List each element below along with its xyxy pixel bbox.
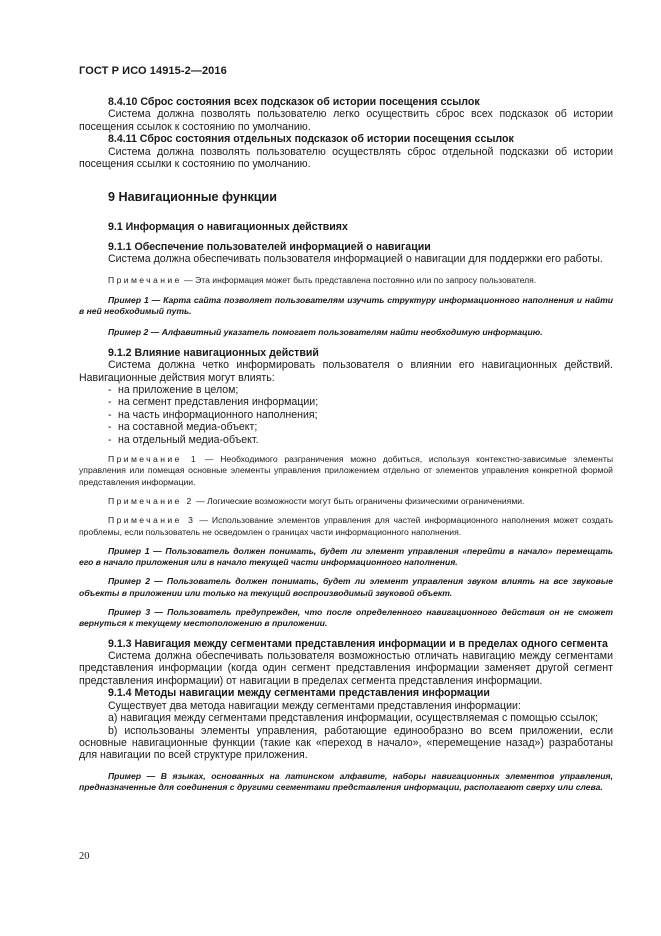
note-2-9-1-2 [79,496,613,507]
example-9-1-4: Пример — В языках, основанных на латинском алфавите, наборы навигационных элементов управления, предназначенные для соединения с другими сегментами представления информации, располагают сверху или слева. [79,770,613,793]
note-label: Примечание 3 [108,515,196,526]
section-body-8-4-10: Система должна позволять пользователю легко осуществить сброс всех подсказок об истории посещения ссылок к состоянию по умолчанию. [79,108,613,133]
section-body-8-4-11: Система должна позволять пользователю осуществлять сброс отдельной подсказки об истории посещения ссылки к состоянию по умолчанию. [79,145,613,171]
chapter-heading-9: 9 Навигационные функции [108,190,277,205]
example-2-9-1-2: Пример 2 — Пользователь должен понимать, будет ли элемент управления звуком влиять на все звуковые объекты в приложении или только на текущий воспроизводимый звуковой объект. [79,576,613,598]
example-3-9-1-2: Пример 3 — Пользователь предупрежден, что после определенного навигационного действия он не сможет вернуться к текущему местоположению в приложении. [79,607,613,629]
page-number: 20 [79,851,90,862]
section-heading-9-1-1: 9.1.1 Обеспечение пользователей информацией о навигации [108,240,431,253]
note-9-1-1 [79,275,613,286]
section-body-9-1-1: Система должна обеспечивать пользователя информацией о навигации для поддержки его работы. [108,253,603,266]
method-b: b) использованы элементы управления, работающие единообразно во всем приложении, если основные навигационные функции (такие как «переход в начало», «перемещение назад») разработаны для навигации по всей структуре приложения. [79,724,613,762]
example-1-9-1-1: Пример 1 — Карта сайта позволяет пользователям изучить структуру информационного наполнения и найти в ней необходимый путь. [79,294,613,317]
note-text: — Логические возможности могут быть ограничены физическими ограничениями. [193,495,525,506]
note-1-9-1-2 [79,454,613,488]
note-text: — Необходимого разграничения можно добиться, используя контекстно-зависимые элементы управления или помещая основные элементы управления приложением отдельно от элементов управления конкретной формой представления информации. [79,454,614,487]
note-label: Примечание 1 [108,454,199,465]
note-3-9-1-2 [79,515,613,538]
section-heading-9-1-2: 9.1.2 Влияние навигационных действий [108,346,319,359]
section-body-9-1-4: Существует два метода навигации между сегментами представления информации: [108,699,521,712]
influence-list [79,384,613,446]
note-text: — Эта информация может быть представлена постоянно или по запросу пользователя. [181,274,537,285]
section-heading-9-1-3: 9.1.3 Навигация между сегментами представления информации и в пределах одного сегмента [108,637,608,650]
example-2-9-1-1: Пример 2 — Алфавитный указатель помогает пользователям найти необходимую информацию. [108,326,543,337]
list-item: - на отдельный медиа-объект. [108,433,259,446]
method-a: а) навигация между сегментами представления информации, осуществляемая с помощью ссылок; [108,712,599,725]
list-item: - на часть информационного наполнения; [108,408,318,421]
page-content [79,96,613,793]
section-heading-8-4-11: 8.4.11 Сброс состояния отдельных подсказок об истории посещения ссылок [108,133,514,146]
section-heading-9-1: 9.1 Информация о навигационных действиях [108,221,348,234]
note-text: — Использование элементов управления для частей информационного наполнения может создать проблемы, если пользователь не осведомлен о границах части информационного наполнения. [79,515,613,537]
note-label: Примечание [108,274,182,285]
section-heading-9-1-4: 9.1.4 Методы навигации между сегментами представления информации [108,687,490,700]
list-item: - на составной медиа-объект; [108,421,258,434]
note-label: Примечание 2 [108,495,194,506]
example-1-9-1-2: Пример 1 — Пользователь должен понимать, будет ли элемент управления «перейти в начало» перемещать его в начало приложения или в начало текущей части информационного наполнения. [79,545,613,568]
section-heading-8-4-10: 8.4.10 Сброс состояния всех подсказок об истории посещения ссылок [108,96,480,108]
section-body-9-1-2: Система должна четко информировать пользователя о влиянии его навигационных действий. Навигационные действия могут влиять: [79,359,613,384]
list-item: - на приложение в целом; [108,384,239,397]
section-body-9-1-3: Система должна обеспечивать пользователя возможностью отличать навигацию между сегментами представления информации (когда один сегмент представления информации заменяет другой сегмент представления информации) от навигации в пределах сегмента представления информации. [79,650,613,687]
standard-header: ГОСТ Р ИСО 14915-2—2016 [79,65,227,77]
list-item: - на сегмент представления информации; [108,396,319,409]
